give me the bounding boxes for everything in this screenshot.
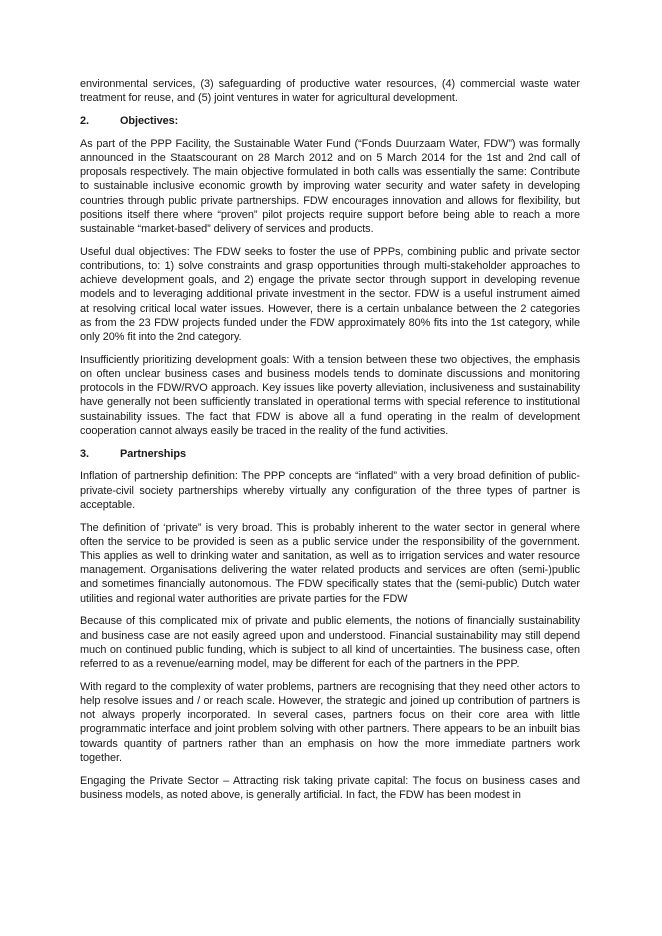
section-title: Objectives: xyxy=(120,115,179,127)
paragraph-dual-objectives: Useful dual objectives: The FDW seeks to foster the use of PPPs, combining public and private sector contributions, to: 1) solve constraints and grasp opportunities through multi-stakeholder approaches to achieve development goals, and 2) engage the private sector through support in developing revenue models and to leveraging additional private investment in the sector. FDW is a useful instrument aimed at resolving critical local water issues. However, there is a certain unbalance between the 2 categories as from the 23 FDW projects funded under the FDW approximately 80% fits into the 1st category, while only 20% fit into the 2nd category. xyxy=(80,245,580,344)
section-title: Partnerships xyxy=(120,447,186,460)
section-number: 3. xyxy=(80,447,89,460)
paragraph-environmental-services: environmental services, (3) safeguarding of productive water resources, (4) commercial waste water treatment for reuse, and (5) joint ventures in water for agricultural development. xyxy=(80,78,580,105)
paragraph-water-complexity: With regard to the complexity of water problems, partners are recognising that they need other actors to help resolve issues and / or reach scale. However, the strategic and joined up contribution of partners is not always properly incorporated. In several cases, partners focus on their core area with little programmatic interface and joint problem solving with other partners. There appears to be an inbuilt bias towards quantity of partners rather than an emphasis on how the more immediate partners work together. xyxy=(80,680,580,764)
paragraph-development-goals: Insufficiently prioritizing development goals: With a tension between these two objectives, the emphasis on often unclear business cases and business models tends to dominate discussions and monitoring protocols in the FDW/RVO approach. Key issues like poverty alleviation, inclusiveness and sustainability have generally not been sufficiently translated in operational terms with special reference to institutional sustainability issues. The fact that FDW is above all a fund operating in the realm of development cooperation cannot always easily be traced in the reality of the fund activities. xyxy=(80,353,580,437)
paragraph-public-private-mix: Because of this complicated mix of private and public elements, the notions of financially sustainability and business case are not easily agreed upon and understood. Financial sustainability may still depend much on continued public funding, which is subject to all kind of uncertainties. The business case, often referred to as a revenue/earning model, may be different for each of the partners in the PPP. xyxy=(80,615,580,671)
paragraph-ppp-facility: As part of the PPP Facility, the Sustainable Water Fund (“Fonds Duurzaam Water, FDW”) was formally announced in the Staatscourant on 28 March 2012 and on 5 March 2014 for the 1st and 2nd call of proposals respectively. The main objective formulated in both calls was essentially the same: Contribute to sustainable inclusive economic growth by improving water security and water safety in developing countries through public private partnerships. FDW encourages innovation and allows for flexibility, but positions itself there where “proven” pilot projects require support before being able to reach a more sustainable “market-based” delivery of services and products. xyxy=(80,137,580,236)
paragraph-private-definition: The definition of ‘private” is very broad. This is probably inherent to the water sector in general where often the service to be provided is seen as a public service under the responsibility of the government. This applies as well to drinking water and sanitation, as well as to irrigation services and water resource management. Organisations delivering the water related products and services are often (semi-)public and sometimes financially autonomous. The FDW specifically states that the (semi-public) Dutch water utilities and regional water authorities are private parties for the FDW xyxy=(80,521,580,605)
paragraph-partnership-inflation: Inflation of partnership definition: The PPP concepts are “inflated” with a very broad definition of public-private-civil society partnerships whereby virtually any configuration of the three types of partner is acceptable. xyxy=(80,470,580,511)
section-heading-partnerships xyxy=(80,447,580,461)
section-heading-objectives xyxy=(80,114,580,128)
document-page xyxy=(80,77,580,811)
paragraph-private-capital: Engaging the Private Sector – Attracting risk taking private capital: The focus on business cases and business models, as noted above, is generally artificial. In fact, the FDW has been modest in xyxy=(80,774,580,801)
section-number: 2. xyxy=(80,115,89,127)
